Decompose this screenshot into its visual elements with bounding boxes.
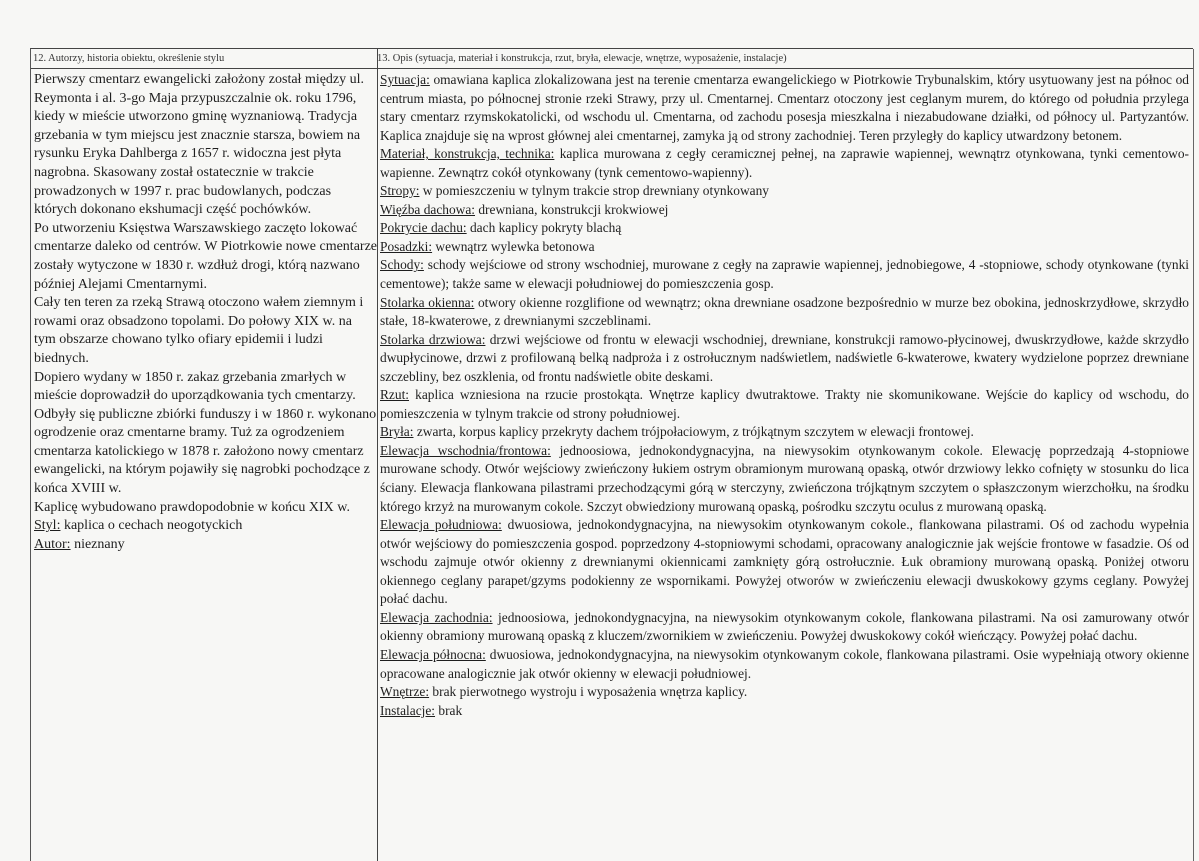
section-text: jednoosiowa, jednokondygnacyjna, na niewysokim otynkowanym cokole, flankowana pilastrami. Na osi zamurowany otwór okienny obramiony murowaną opaską z kluczem/zwornikiem w zwieńczeniu. Powyżej dwuskokowy cokół wieńczący. Powyżej połać dachu. xyxy=(380,609,1189,644)
section-floors xyxy=(380,238,1189,257)
section-location xyxy=(380,71,1189,145)
section-north-elevation xyxy=(380,646,1189,683)
section-label: Materiał, konstrukcja, technika: xyxy=(380,146,555,162)
section-text: zwarta, korpus kaplicy przekryty dachem trójpołaciowym, z trójkątnym szczytem w elewacji frontowej. xyxy=(413,424,974,440)
right-border xyxy=(1193,49,1194,861)
history-paragraph: Cały ten teren za rzeką Strawą otoczono wałem ziemnym i rowami oraz obsadzono topolami. Do połowy XIX w. na tym obszarze chowano tylko ofiary epidemii i ludzi biednych. xyxy=(34,295,364,366)
section-text: schody wejściowe od strony wschodniej, murowane z cegły na zaprawie wapiennej, jednobiegowe, 4 -stopniowe, schody otynkowane (tynki cementowe); także same w elewacji południowej do pomieszczenia gosp. xyxy=(380,257,1189,292)
section-east-elevation xyxy=(380,442,1189,516)
section-text: drzwi wejściowe od frontu w elewacji wschodniej, drewniane, konstrukcji ramowo-płycinowej, dwuskrzydłowe, każde skrzydło dwupłycinowe, drzwi z profilowaną belką nadproża i z ostrołucznym nadświetlem, nadświetle 6-kwaterowe, kwatery wydzielone poprzez drewniane szczebliny, bez oszklenia, od frontu nadświetle obite deskami. xyxy=(380,331,1189,384)
section-stairs xyxy=(380,256,1189,293)
history-paragraph: Po utworzeniu Księstwa Warszawskiego zaczęto lokować cmentarze daleko od centrów. W Piotrkowie nowe cmentarze zostały wytyczone w 1830 r. wzdłuż drogi, którą nazwano później Alejami Cmentarnymi. xyxy=(34,220,377,292)
style-label: Styl: xyxy=(34,518,61,534)
section-label: Schody: xyxy=(380,257,424,273)
header-history: 12. Autorzy, historia obiektu, określenie stylu xyxy=(33,53,225,64)
section-material xyxy=(380,145,1189,182)
section-text: wewnątrz wylewka betonowa xyxy=(432,238,595,254)
description-column xyxy=(380,71,1189,720)
section-interior xyxy=(380,683,1189,702)
section-label: Stropy: xyxy=(380,183,420,199)
section-label: Instalacje: xyxy=(380,702,436,718)
section-text: kaplica wzniesiona na rzucie prostokąta. Wnętrze kaplicy dwutraktowe. Trakty nie skomunikowane. Wejście do kaplicy od wschodu, do pomieszczenia w tylnym trakcie od strony południowej. xyxy=(380,387,1189,421)
section-text: omawiana kaplica zlokalizowana jest na terenie cmentarza ewangelickiego w Piotrkowie Trybunalskim, który usytuowany jest na północ od centrum miasta, po północnej stronie rzeki Strawy, przy ul. Cmentarnej. Cmentarz otoczony jest ceglanym murem, do którego od południa przylega stary cmentarz rzymskokatolicki, od wschodu ul. Cmentarna, od zachodu posesja mieszkalna i niezabudowane działki, od północy ul. Partyzantów. Kaplica znajduje się na wprost głównej alei cmentarnej, zamyka ją od strony zachodniej. Teren przyległy do kaplicy utwardzony betonem. xyxy=(380,72,1189,143)
section-south-elevation xyxy=(380,516,1189,609)
section-label: Pokrycie dachu: xyxy=(380,220,467,236)
section-text: dwuosiowa, jednokondygnacyjna, na niewysokim otynkowanym cokole., flankowana pilastrami. Oś od zachodu wypełnia otwór wejściowy do pomieszczenia gospod. poprzedzony 4-stopniowymi schodami, opracowany analogicznie jak wejście frontowe w fasadzie. Oś od wschodu zajmuje otwór okienny z drewnianymi okiennicami zamknięty górą ostrołucznie. Łuk obramiony murowaną opaską. Poniżej otworu okiennego ceglany parapet/gzyms podokienny ze wspornikami. Powyżej otworów w zwieńczeniu elewacji dwuskokowy gzyms ceglany. Powyżej połać dachu. xyxy=(380,517,1190,607)
section-label: Elewacja północna: xyxy=(380,646,486,662)
section-label: Stolarka okienna: xyxy=(380,294,475,310)
section-installations xyxy=(380,702,1189,721)
section-roofing xyxy=(380,219,1189,238)
section-text: brak xyxy=(435,702,463,718)
section-label: Posadzki: xyxy=(380,238,433,254)
record-sheet xyxy=(30,48,1193,861)
author-line xyxy=(34,536,377,555)
history-paragraph: Kaplicę wybudowano prawdopodobnie w końcu XIX w. xyxy=(34,499,350,515)
section-ceilings xyxy=(380,182,1189,201)
section-windows xyxy=(380,294,1189,331)
style-value: kaplica o cechach neogotyckich xyxy=(60,518,243,534)
section-label: Stolarka drzwiowa: xyxy=(380,331,486,347)
section-text: jednoosiowa, jednokondygnacyjna, na niewysokim otynkowanym cokole. Elewację poprzedzają 4-stopniowe murowane schody. Otwór wejściowy zwieńczony łukiem ostrym obramionym murowaną opaską, otwór drzwiowy lekko cofnięty w stosunku do lica ściany. Elewacja flankowana pilastrami przechodzącymi górą w sterczyny, zwieńczona trójkątnym szczytem o spłaszczonym wierzchołku, na środku którego krzyż na murowanym cokole. Szczyt obwiedziony murowaną opaską, pośrodku szczytu oculus z murowaną opaską. xyxy=(380,442,1189,514)
header-description: 13. Opis (sytuacja, materiał i konstrukcja, rzut, bryła, elewacje, wnętrze, wyposażenie, instalacje) xyxy=(377,53,787,64)
history-paragraph: Dopiero wydany w 1850 r. zakaz grzebania zmarłych w mieście doprowadził do uporządkowania tych cmentarzy. Odbyły się publiczne zbiórki funduszy i w 1860 r. wykonano ogrodzenie oraz cmentarne bramy. Tuż za ogrodzeniem cmentarza katolickiego w 1878 r. założono nowy cmentarz ewangelicki, na którym pojawiły się nagrobki pochodzące z końca XVIII w. xyxy=(34,369,377,497)
section-label: Rzut: xyxy=(380,387,410,403)
section-text: dach kaplicy pokryty blachą xyxy=(466,220,622,236)
history-paragraph: Pierwszy cmentarz ewangelicki założony został między ul. Reymonta i al. 3-go Maja przypuszczalnie ok. roku 1796, kiedy w mieście utworzono gminę wyznaniową. Tradycja grzebania w tym miejscu jest znacznie starsza, bowiem na rysunku Eryka Dahlberga z 1657 r. widoczna jest płyta nagrobna. Skasowany został ostatecznie w trakcie prowadzonych w 1997 r. prac budowlanych, podczas których dokonano ekshumacji część pochówków. xyxy=(34,72,365,218)
section-label: Elewacja wschodnia/frontowa: xyxy=(380,442,551,458)
section-roof-truss xyxy=(380,201,1189,220)
header-divider xyxy=(31,68,1193,69)
history-column xyxy=(34,71,377,554)
section-text: w pomieszczeniu w tylnym trakcie strop drewniany otynkowany xyxy=(419,183,769,199)
section-text: dwuosiowa, jednokondygnacyjna, na niewysokim otynkowanym cokole, flankowana pilastrami. Osie wypełniają otwory okienne opracowane analogicznie jak otwór okienny w elewacji południowej. xyxy=(380,646,1190,681)
section-text: kaplica murowana z cegły ceramicznej pełnej, na zaprawie wapiennej, wewnątrz otynkowana, tynki cementowo-wapienne. Zewnątrz cokół otynkowany (tynk cementowo-wapienny). xyxy=(380,146,1189,180)
section-label: Elewacja zachodnia: xyxy=(380,609,493,625)
section-west-elevation xyxy=(380,609,1189,646)
section-label: Bryła: xyxy=(380,424,414,440)
section-text: drewniana, konstrukcji krokwiowej xyxy=(475,201,669,217)
section-label: Wnętrze: xyxy=(380,684,430,700)
section-massing xyxy=(380,423,1189,442)
author-label: Autor: xyxy=(34,536,71,552)
section-text: brak pierwotnego wystroju i wyposażenia wnętrza kaplicy. xyxy=(429,684,748,700)
section-label: Sytuacja: xyxy=(380,72,430,87)
section-label: Więźba dachowa: xyxy=(380,201,476,217)
author-value: nieznany xyxy=(70,536,125,552)
section-doors xyxy=(380,331,1189,387)
section-label: Elewacja południowa: xyxy=(380,517,502,533)
style-line xyxy=(34,517,377,536)
section-text: otwory okienne rozglifione od wewnątrz; okna drewniane osadzone bezpośrednio w murze bez obokina, jednoskrzydłowe, skrzydło stałe, 18-kwaterowe, z drewnianymi szczeblinami. xyxy=(380,294,1189,329)
section-plan xyxy=(380,386,1189,423)
column-divider xyxy=(377,49,378,861)
